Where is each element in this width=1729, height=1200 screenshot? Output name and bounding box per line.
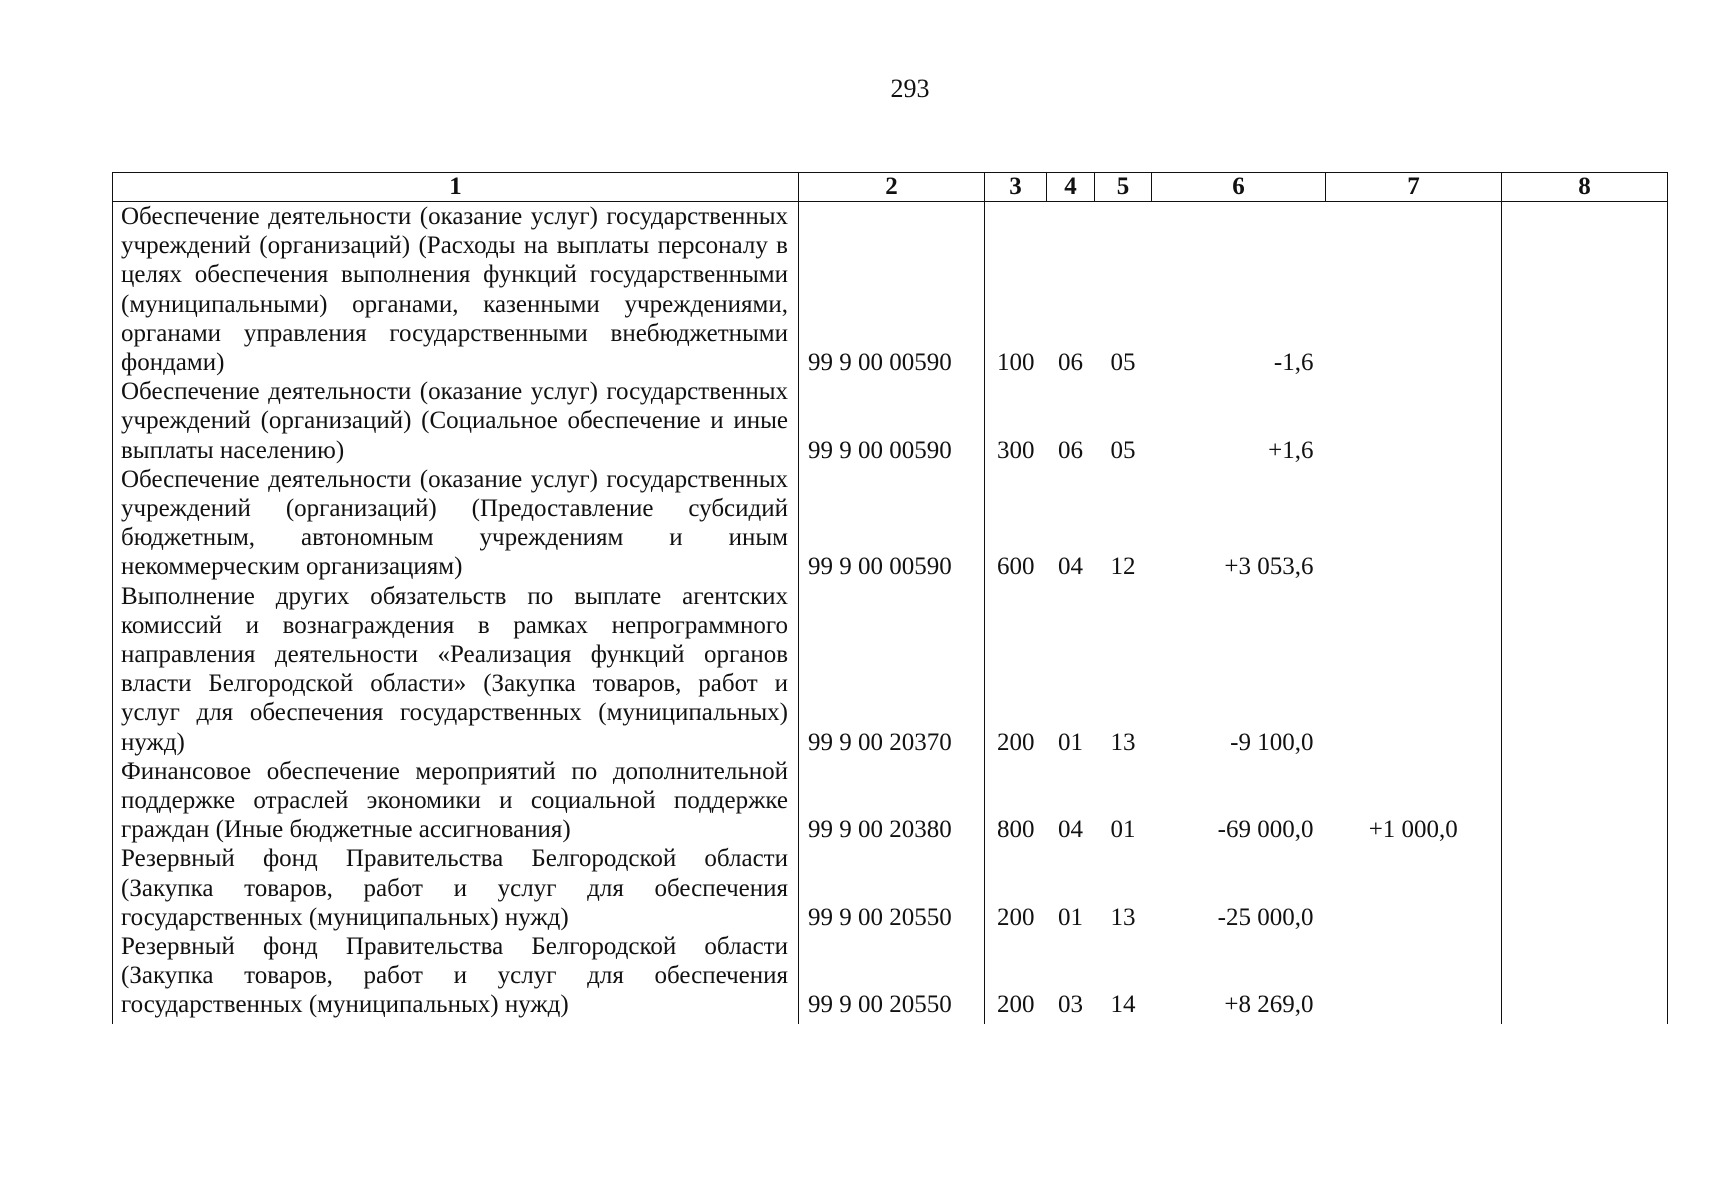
row-code: 99 9 00 20550: [799, 844, 985, 932]
row-col6: -1,6: [1273, 349, 1314, 377]
column-header: 4: [1047, 173, 1095, 202]
row-col5: 13: [1110, 728, 1136, 756]
row-col6: +1,6: [1268, 436, 1314, 464]
row-col4: 06: [1058, 349, 1083, 377]
row-col3: 300: [997, 436, 1035, 464]
row-description: Резервный фонд Правительства Белгородской области (Закупка товаров, работ и услуг для обеспечения государственных (муниципальных) нужд): [113, 932, 799, 1024]
budget-table: [112, 172, 1668, 1024]
page-number: 293: [890, 74, 930, 103]
row-col4: 04: [1058, 553, 1083, 581]
row-col5: 12: [1110, 553, 1136, 581]
row-col4: 01: [1058, 728, 1083, 756]
row-col8: [1502, 932, 1668, 1024]
row-description: Выполнение других обязательств по выплате агентских комиссий и вознаграждения в рамках непрограммного направления деятельности «Реализация функций органов власти Белгородской области» (Закупка товаров, работ и услуг для обеспечения государственных (муниципальных) нужд): [113, 582, 799, 757]
row-col8: [1502, 377, 1668, 465]
table-row: [113, 932, 1668, 1024]
row-code: 99 9 00 00590: [799, 465, 985, 582]
row-col7: +1 000,0: [1368, 816, 1458, 844]
row-col4: 01: [1058, 903, 1083, 931]
table-row: [113, 582, 1668, 757]
row-col7: [1326, 377, 1502, 465]
table-header-row: [113, 173, 1668, 202]
row-col6: -25 000,0: [1217, 903, 1314, 931]
column-header: 3: [985, 173, 1047, 202]
row-col6: -9 100,0: [1230, 728, 1314, 756]
row-col7: [1326, 202, 1502, 378]
row-col3: 200: [997, 903, 1035, 931]
table-row: [113, 465, 1668, 582]
row-col5: 01: [1110, 816, 1136, 844]
row-col3: 800: [997, 816, 1035, 844]
row-col8: [1502, 465, 1668, 582]
row-col4: 04: [1058, 816, 1083, 844]
column-header: 7: [1326, 173, 1502, 202]
row-col3: 600: [997, 553, 1035, 581]
column-header: 6: [1152, 173, 1326, 202]
row-col3: 200: [997, 991, 1035, 1019]
row-col7: [1326, 844, 1502, 932]
column-header: 8: [1502, 173, 1668, 202]
row-col4: 03: [1058, 991, 1083, 1019]
row-col4: 06: [1058, 436, 1083, 464]
row-col8: [1502, 582, 1668, 757]
row-col5: 05: [1110, 349, 1136, 377]
row-code: 99 9 00 00590: [799, 202, 985, 378]
table-row: [113, 202, 1668, 378]
row-description: Обеспечение деятельности (оказание услуг) государственных учреждений (организаций) (Социальное обеспечение и иные выплаты населению): [113, 377, 799, 465]
row-col6: +3 053,6: [1224, 553, 1314, 581]
row-col7: [1326, 932, 1502, 1024]
row-col6: -69 000,0: [1217, 816, 1314, 844]
row-col6: +8 269,0: [1224, 991, 1314, 1019]
row-col7: [1326, 582, 1502, 757]
column-header: 1: [113, 173, 799, 202]
row-description: Обеспечение деятельности (оказание услуг) государственных учреждений (организаций) (Расходы на выплаты персоналу в целях обеспечения выполнения функций государственными (муниципальными) органами, казенными учреждениями, органами управления государственными внебюджетными фондами): [113, 202, 799, 378]
row-col8: [1502, 757, 1668, 845]
table-row: [113, 757, 1668, 845]
row-col8: [1502, 202, 1668, 378]
row-description: Обеспечение деятельности (оказание услуг) государственных учреждений (организаций) (Предоставление субсидий бюджетным, автономным учреждениям и иным некоммерческим организациям): [113, 465, 799, 582]
row-code: 99 9 00 20550: [799, 932, 985, 1024]
row-col8: [1502, 844, 1668, 932]
row-code: 99 9 00 00590: [799, 377, 985, 465]
row-col5: 05: [1110, 436, 1136, 464]
row-col5: 14: [1110, 991, 1136, 1019]
row-col3: 200: [997, 728, 1035, 756]
table-row: [113, 844, 1668, 932]
row-code: 99 9 00 20370: [799, 582, 985, 757]
row-col7: [1326, 465, 1502, 582]
column-header: 5: [1095, 173, 1152, 202]
row-description: Резервный фонд Правительства Белгородской области (Закупка товаров, работ и услуг для обеспечения государственных (муниципальных) нужд): [113, 844, 799, 932]
table-row: [113, 377, 1668, 465]
row-col3: 100: [997, 349, 1035, 377]
row-description: Финансовое обеспечение мероприятий по дополнительной поддержке отраслей экономики и социальной поддержке граждан (Иные бюджетные ассигнования): [113, 757, 799, 845]
column-header: 2: [799, 173, 985, 202]
row-col5: 13: [1110, 903, 1136, 931]
row-code: 99 9 00 20380: [799, 757, 985, 845]
